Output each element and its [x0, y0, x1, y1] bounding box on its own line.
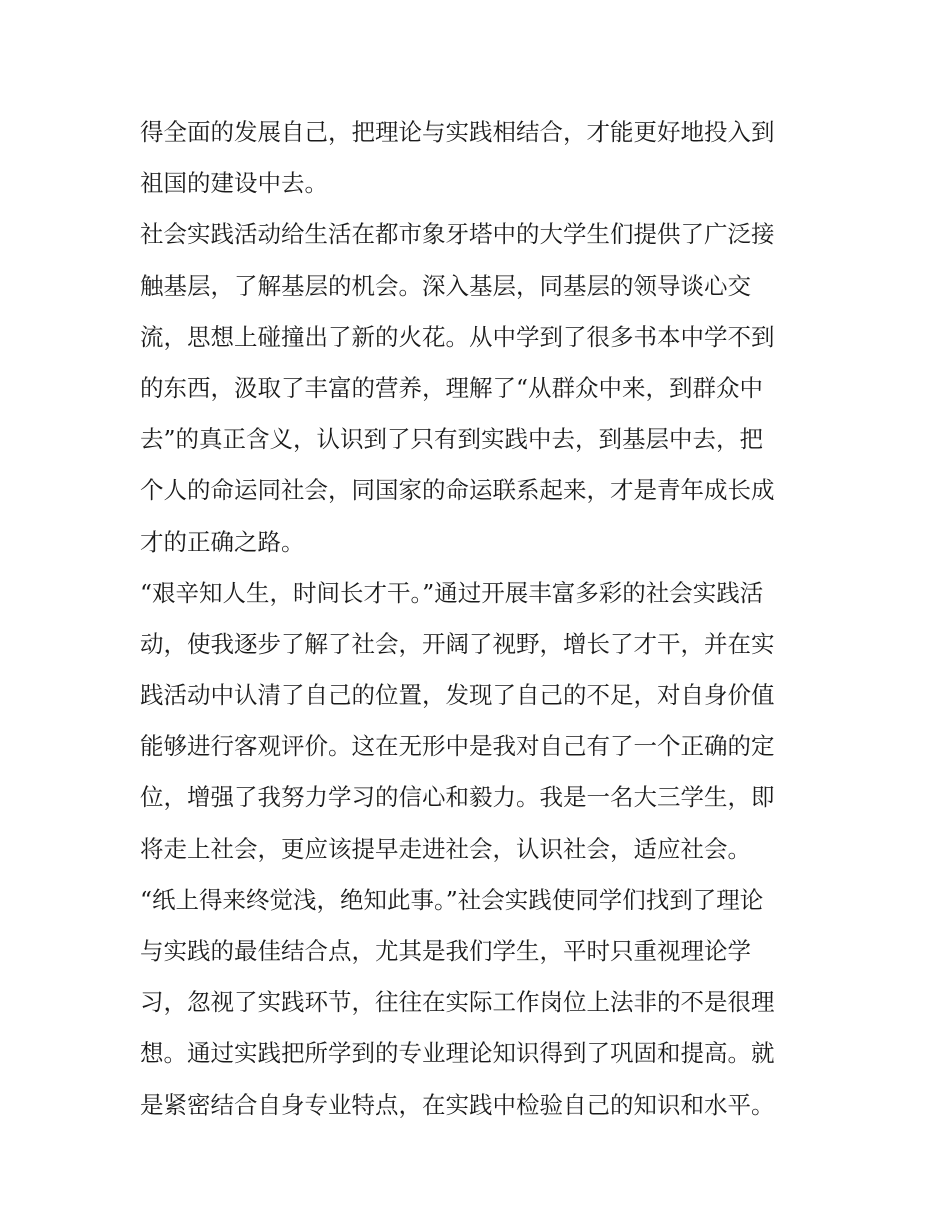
text-line: 触基层，了解基层的机会。深入基层，同基层的领导谈心交	[140, 271, 751, 300]
text-line: 社会实践活动给生活在都市象牙塔中的大学生们提供了广泛接	[140, 220, 775, 249]
text-line: 得全面的发展自己，把理论与实践相结合，才能更好地投入到	[140, 118, 775, 146]
text-line: 流，思想上碰撞出了新的火花。从中学到了很多书本中学不到	[140, 322, 775, 351]
document-body	[140, 107, 820, 1131]
text-line: 与实践的最佳结合点，尤其是我们学生，平时只重视理论学	[140, 937, 751, 965]
text-line: 能够进行客观评价。这在无形中是我对自己有了一个正确的定	[140, 732, 775, 761]
text-line: 是紧密结合自身专业特点，在实践中检验自己的知识和水平。	[140, 1090, 775, 1119]
text-line: 去”的真正含义，认识到了只有到实践中去，到基层中去，把	[140, 425, 764, 454]
text-line: 祖国的建设中去。	[140, 169, 328, 198]
text-line: 个人的命运同社会，同国家的命运联系起来，才是青年成长成	[140, 476, 775, 505]
text-line: “艰辛知人生，时间长才干。”通过开展丰富多彩的社会实践活	[140, 578, 764, 607]
text-line: 位，增强了我努力学习的信心和毅力。我是一名大三学生，即	[140, 783, 775, 812]
text-line: 的东西，汲取了丰富的营养，理解了“从群众中来，到群众中	[140, 373, 764, 402]
text-line: 才的正确之路。	[140, 527, 305, 556]
text-line: 想。通过实践把所学到的专业理论知识得到了巩固和提高。就	[140, 1039, 775, 1068]
text-line: 将走上社会，更应该提早走进社会，认识社会，适应社会。	[140, 834, 751, 863]
text-line: 动，使我逐步了解了社会，开阔了视野，增长了才干，并在实	[140, 629, 775, 658]
text-line: 践活动中认清了自己的位置，发现了自己的不足，对自身价值	[140, 681, 775, 710]
text-line: 习，忽视了实践环节，往往在实际工作岗位上法非的不是很理	[140, 988, 775, 1017]
text-line: “纸上得来终觉浅，绝知此事。”社会实践使同学们找到了理论	[140, 885, 764, 914]
